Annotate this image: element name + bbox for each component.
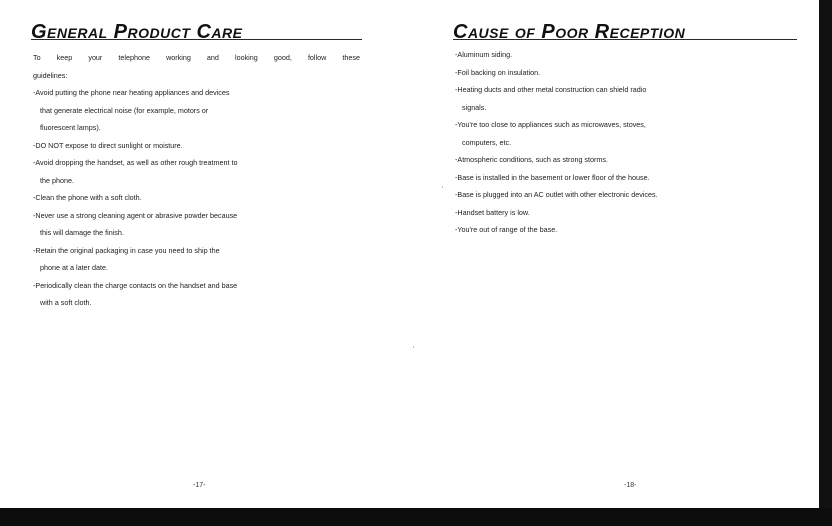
- right-page-body: [455, 46, 658, 239]
- intro-continued-line: guidelines:: [33, 70, 68, 80]
- list-item: -You're too close to appliances such as microwaves, stoves,: [455, 120, 646, 129]
- right-heading-rule: [453, 39, 797, 40]
- list-item: -Periodically clean the charge contacts on the handset and base: [33, 280, 238, 290]
- list-item-continuation: signals.: [462, 102, 487, 112]
- intro-line: [33, 49, 360, 67]
- left-page-heading: General Product Care: [31, 21, 243, 43]
- list-item-continuation: phone at a later date.: [40, 263, 108, 272]
- left-page: [0, 0, 416, 508]
- list-item-continuation: this will damage the finish.: [40, 228, 124, 237]
- scan-edge-right: [819, 0, 832, 526]
- list-item: -Heating ducts and other metal construction can shield radio: [455, 85, 647, 94]
- list-item: -Retain the original packaging in case you need to ship the: [33, 245, 220, 255]
- list-item: -Foil backing on insulation.: [455, 67, 541, 77]
- list-item: -Base is installed in the basement or lower floor of the house.: [455, 172, 650, 182]
- scan-speck: [442, 186, 443, 188]
- right-page: [416, 0, 819, 508]
- left-page-body: [33, 49, 360, 312]
- intro-word: keep: [56, 53, 73, 62]
- left-heading-rule: [31, 39, 362, 40]
- left-guideline-list: [33, 84, 360, 312]
- list-item-continuation: that generate electrical noise (for example, motors or: [40, 105, 209, 115]
- list-item: -Atmospheric conditions, such as strong storms.: [455, 155, 608, 164]
- right-cause-list: [455, 46, 658, 239]
- list-item: -Clean the phone with a soft cloth.: [33, 193, 142, 202]
- list-item: -Base is plugged into an AC outlet with other electronic devices.: [455, 190, 658, 199]
- list-item: -You're out of range of the base.: [455, 225, 558, 234]
- intro-word: looking: [235, 53, 258, 62]
- intro-word: good,: [273, 53, 292, 62]
- scan-edge-bottom: [0, 508, 832, 526]
- list-item: -Avoid putting the phone near heating appliances and devices: [33, 88, 230, 97]
- intro-word: and: [206, 53, 219, 62]
- list-item: -Never use a strong cleaning agent or abrasive powder because: [33, 210, 238, 220]
- intro-word: your: [88, 53, 103, 62]
- list-item-continuation: computers, etc.: [462, 137, 512, 147]
- intro-word: To: [33, 53, 41, 62]
- list-item: -Avoid dropping the handset, as well as other rough treatment to: [33, 158, 238, 167]
- list-item: -Handset battery is low.: [455, 207, 530, 217]
- scan-speck: [413, 346, 414, 348]
- list-item-continuation: the phone.: [40, 175, 74, 185]
- intro-word: follow: [307, 53, 327, 62]
- list-item: -DO NOT expose to direct sunlight or moisture.: [33, 140, 183, 150]
- list-item: -Aluminum siding.: [455, 50, 513, 59]
- left-page-number: -17-: [193, 482, 206, 489]
- right-page-heading: Cause of Poor Reception: [453, 21, 686, 43]
- intro-word: telephone: [118, 53, 150, 62]
- list-item-continuation: with a soft cloth.: [40, 298, 92, 307]
- intro-word: these: [342, 53, 360, 62]
- intro-word: working: [166, 53, 191, 62]
- right-page-number: -18-: [624, 482, 637, 489]
- list-item-continuation: fluorescent lamps).: [40, 123, 101, 132]
